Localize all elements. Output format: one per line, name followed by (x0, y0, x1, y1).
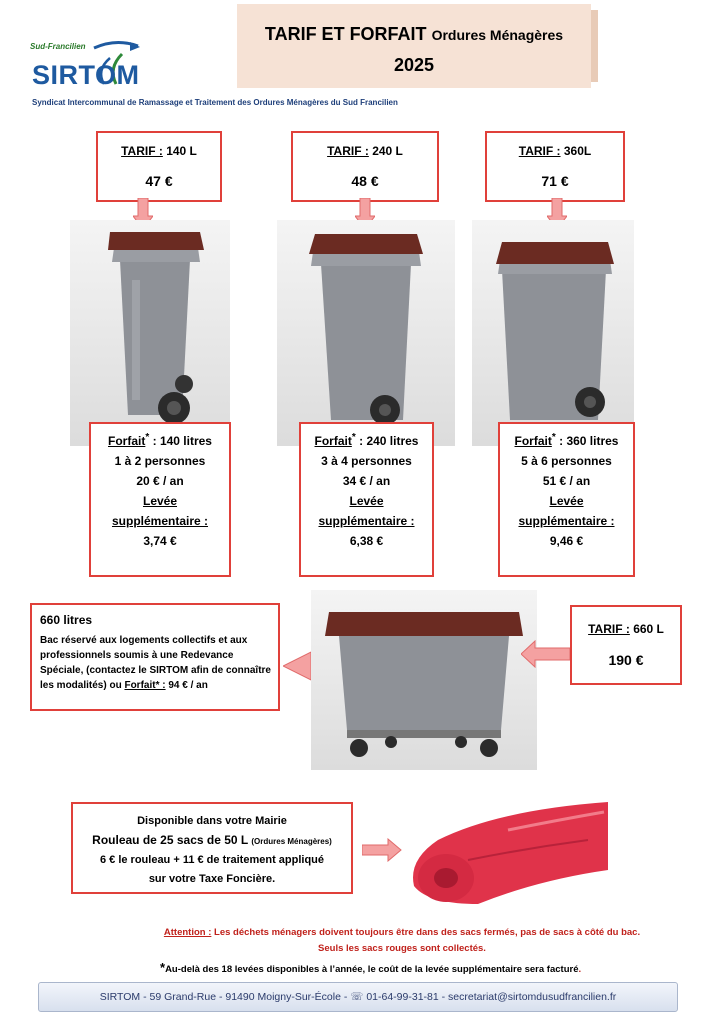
email-link[interactable]: secretariat@sirtomdusudfrancilien.fr (448, 991, 617, 1003)
logo-name: SIRTOM (32, 60, 140, 90)
footer-contact: SIRTOM - 59 Grand-Rue - 91490 Moigny-Sur-École - ☏ 01-64-99-31-81 - secretariat@sirtomdusudfrancilien.fr (38, 982, 678, 1012)
bin-660-photo (311, 590, 537, 770)
org-subtitle: Syndicat Intercommunal de Ramassage et Traitement des Ordures Ménagères du Sud Francilien (32, 98, 398, 107)
bin-660-info-box: 660 litres Bac réservé aux logements collectifs et aux professionnels soumis à une Redevance Spéciale, (contactez le SIRTOM afin de connaître les modalités) ou Forfait* : 94 € / an (30, 603, 280, 711)
arrow-right-icon (362, 838, 402, 862)
tarif-box-140: TARIF : 140 L 47 € (96, 131, 222, 202)
wheelie-bin-140-image (70, 220, 230, 446)
attention-note: Attention : Les déchets ménagers doivent toujours être dans des sacs fermés, pas de sacs à côté du bac. Seuls les sacs rouges sont collectés. (163, 927, 641, 954)
logo-tagline: Sud-Francilien (30, 42, 86, 51)
page-year: 2025 (393, 55, 435, 75)
tarif-price: 48 € (351, 173, 379, 189)
tarif-price: 47 € (145, 173, 173, 189)
arrow-left-icon (521, 640, 571, 668)
bags-info-box: Disponible dans votre Mairie Rouleau de 25 sacs de 50 L (Ordures Ménagères) 6 € le rouleau + 11 € de traitement appliqué sur votre Taxe Foncière. (71, 802, 353, 894)
wheelie-bin-360-image (472, 220, 634, 446)
red-bag-roll-image (408, 800, 618, 908)
container-660-image (311, 590, 537, 770)
tarif-box-660: TARIF : 660 L 190 € (570, 605, 682, 685)
page-title: TARIF ET FORFAIT Ordures Ménagères (264, 24, 564, 44)
tarif-box-360: TARIF : 360L 71 € (485, 131, 625, 202)
forfait-box-360: Forfait* : 360 litres 5 à 6 personnes 51 € / an Levée supplémentaire : 9,46 € (498, 422, 635, 577)
bin-140-photo (70, 220, 230, 446)
tarif-price: 190 € (608, 652, 644, 668)
levee-note: *Au-delà des 18 levées disponibles à l’année, le coût de la levée supplémentaire sera facturé. (160, 960, 582, 975)
phone-icon: ☏ (350, 991, 364, 1003)
tarif-box-240: TARIF : 240 L 48 € (291, 131, 439, 202)
sirtom-logo (30, 38, 160, 98)
bin-660-title: 660 litres (40, 613, 93, 627)
tarif-price: 71 € (541, 173, 569, 189)
forfait-box-140: Forfait* : 140 litres 1 à 2 personnes 20 € / an Levée supplémentaire : 3,74 € (89, 422, 231, 577)
bin-240-photo (277, 220, 455, 446)
bin-360-photo (472, 220, 634, 446)
wheelie-bin-240-image (277, 220, 455, 446)
title-box (237, 4, 591, 88)
forfait-box-240: Forfait* : 240 litres 3 à 4 personnes 34 € / an Levée supplémentaire : 6,38 € (299, 422, 434, 577)
arrow-left-icon (283, 650, 313, 682)
